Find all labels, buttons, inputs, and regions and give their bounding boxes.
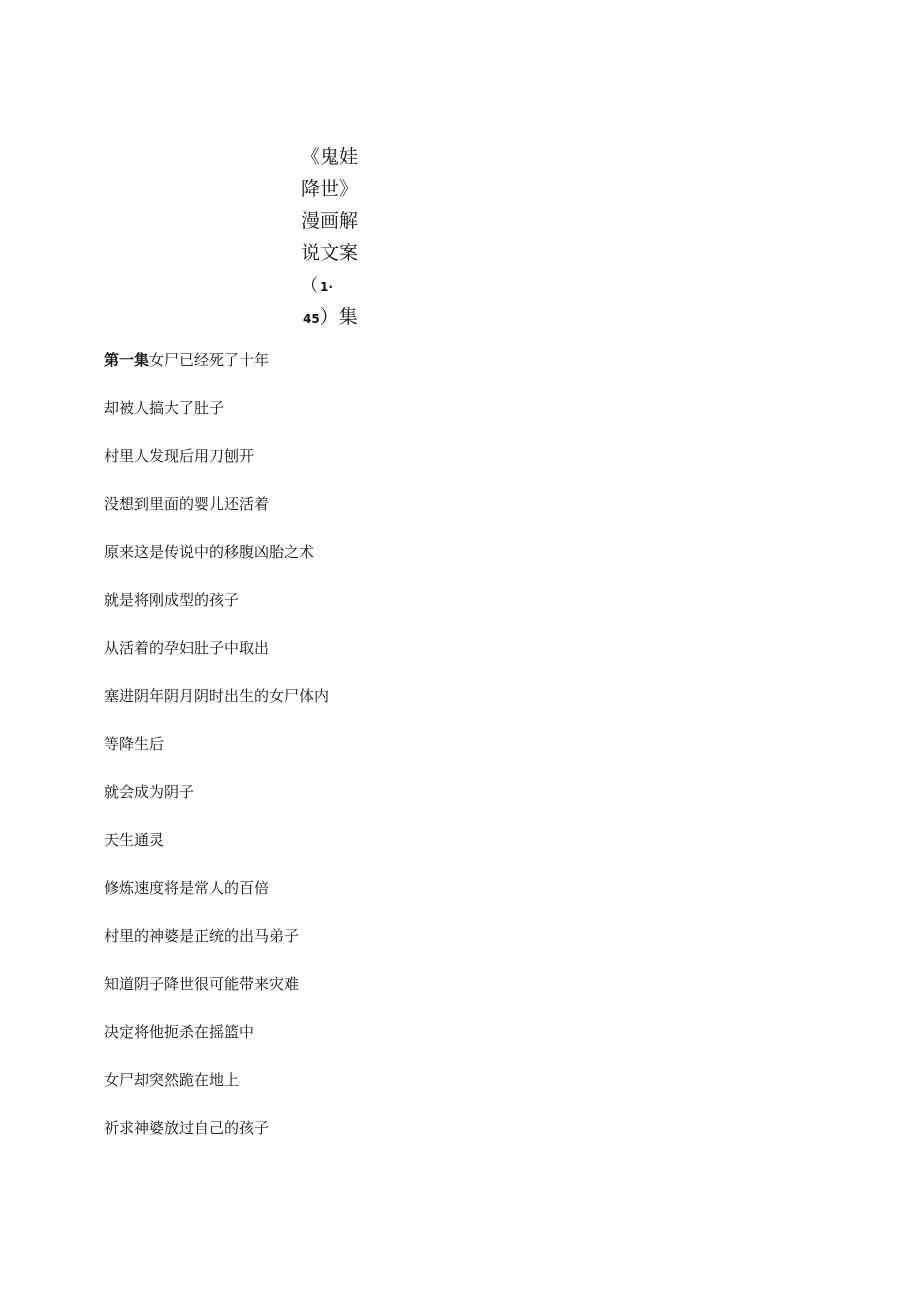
- script-line: 女尸却突然跪在地上: [104, 1071, 240, 1089]
- title-line-5: [301, 269, 371, 301]
- script-line: 等降生后: [104, 735, 165, 753]
- script-line: 村里人发现后用刀刨开: [104, 447, 255, 465]
- title-line-1: 《鬼娃: [301, 146, 359, 168]
- script-body: [104, 350, 804, 1166]
- title-range-end: 45: [303, 312, 320, 326]
- script-line: 没想到里面的婴儿还活着: [104, 495, 270, 513]
- episode-heading-line: [104, 350, 804, 370]
- script-line: 却被人搞大了肚子: [104, 399, 225, 417]
- title-open-paren: （: [301, 276, 318, 296]
- title-line-6: [301, 301, 371, 333]
- document-title: [301, 141, 371, 333]
- script-line: 知道阴子降世很可能带来灾难: [104, 975, 300, 993]
- title-suffix: ）集: [319, 306, 358, 328]
- script-line: 修炼速度将是常人的百倍: [104, 879, 270, 897]
- script-line: 祈求神婆放过自己的孩子: [104, 1119, 270, 1137]
- episode-label: 第一集: [104, 351, 150, 369]
- title-range-start: 1·: [320, 280, 333, 294]
- title-line-3: 漫画解: [301, 210, 359, 232]
- title-line-4: 说文案: [301, 242, 359, 264]
- script-line: 就会成为阴子: [104, 783, 195, 801]
- episode-first-text: 女尸已经死了十年: [149, 351, 270, 369]
- script-line: 天生通灵: [104, 831, 165, 849]
- title-line-2: 降世》: [301, 178, 359, 200]
- script-line: 村里的神婆是正统的出马弟子: [104, 927, 300, 945]
- script-line: 从活着的孕妇肚子中取出: [104, 639, 270, 657]
- script-line: 塞进阴年阴月阴时出生的女尸体内: [104, 687, 330, 705]
- script-line: 就是将刚成型的孩子: [104, 591, 240, 609]
- script-line: 原来这是传说中的移腹凶胎之术: [104, 543, 315, 561]
- script-line: 决定将他扼杀在摇篮中: [104, 1023, 255, 1041]
